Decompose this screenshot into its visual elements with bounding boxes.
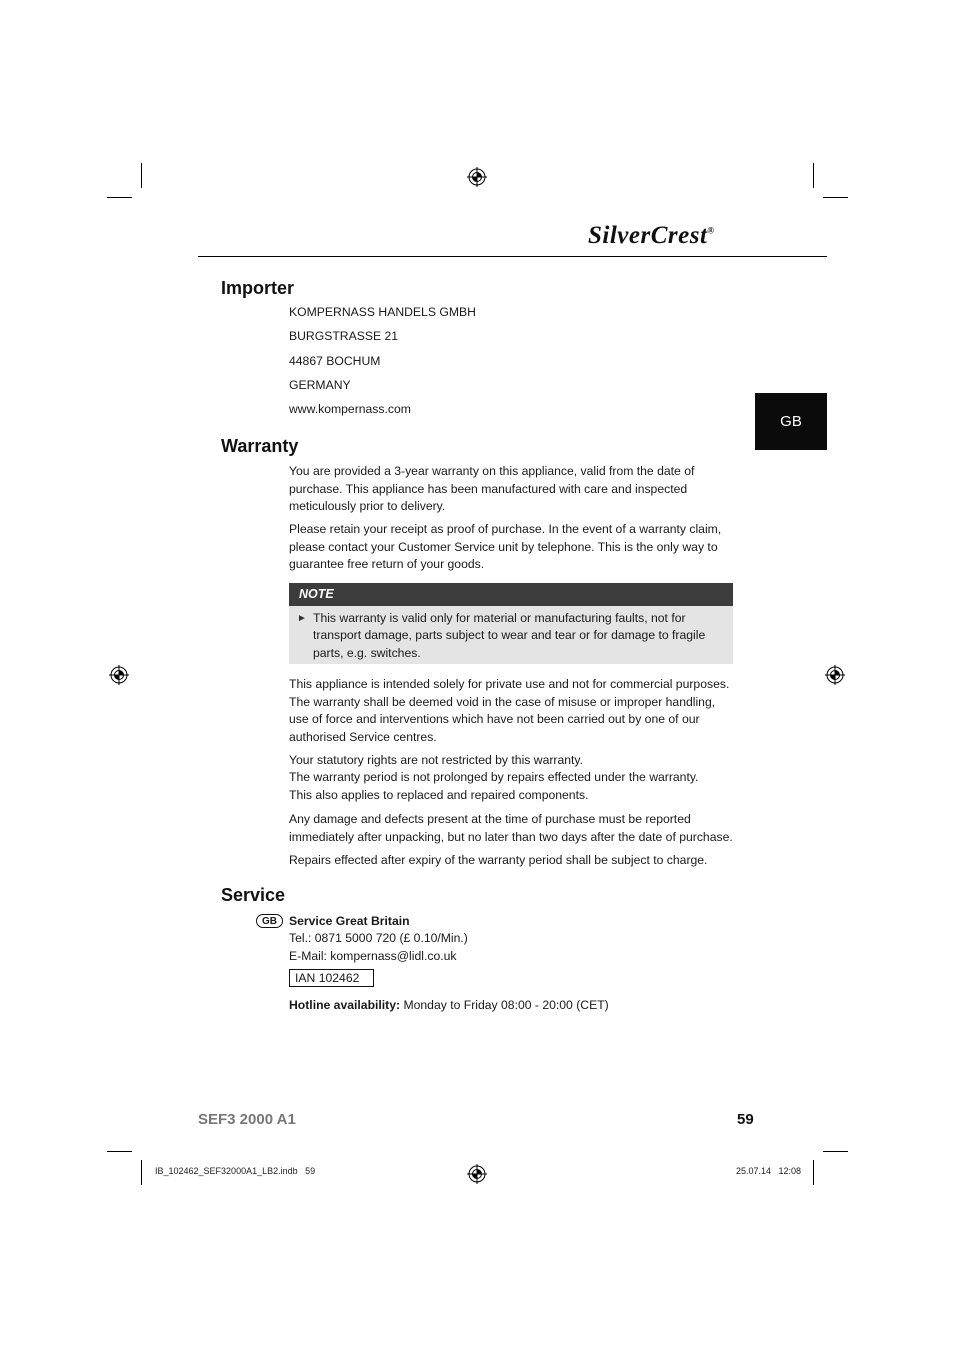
slug-left: IB_102462_SEF32000A1_LB2.indb 59 xyxy=(155,1166,316,1176)
importer-street: BURGSTRASSE 21 xyxy=(289,329,399,343)
service-tel: Tel.: 0871 5000 720 (£ 0.10/Min.) xyxy=(289,931,468,945)
brand-name: SilverCrest xyxy=(588,222,708,249)
language-tab: GB xyxy=(755,393,827,450)
crop-mark xyxy=(813,1160,814,1185)
hotline-value: Monday to Friday 08:00 - 20:00 (CET) xyxy=(403,998,609,1012)
note-box xyxy=(289,583,733,664)
trademark-symbol: ® xyxy=(707,225,715,236)
warranty-paragraph-4b: The warranty period is not prolonged by repairs effected under the warranty. This also applies to replaced and repaired components. xyxy=(289,770,699,802)
hotline-label: Hotline availability: xyxy=(289,998,401,1012)
crop-mark xyxy=(823,1151,848,1152)
page-number: 59 xyxy=(737,1111,754,1128)
warranty-paragraph-2: Please retain your receipt as proof of purchase. In the event of a warranty claim, please contact your Customer Service unit by telephone. This is the only way to guarantee free return of your goods. xyxy=(289,522,722,571)
registration-target-icon xyxy=(109,665,129,685)
hotline-line xyxy=(289,998,609,1012)
crop-mark xyxy=(813,163,814,188)
warranty-paragraph-4a: Your statutory rights are not restricted by this warranty. xyxy=(289,753,583,767)
crop-mark xyxy=(823,197,848,198)
warranty-paragraph-1: You are provided a 3-year warranty on this appliance, valid from the date of purchase. This appliance has been manufactured with care and inspected meticulously prior to delivery. xyxy=(289,464,695,513)
service-name: Service Great Britain xyxy=(289,914,410,928)
registration-target-icon xyxy=(467,167,487,187)
registration-target-icon xyxy=(825,665,845,685)
slug-right: 25.07.14 12:08 xyxy=(736,1166,802,1176)
note-label: NOTE xyxy=(289,583,733,606)
importer-website: www.kompernass.com xyxy=(289,402,411,416)
crop-mark xyxy=(141,163,142,188)
warranty-paragraph-5: Any damage and defects present at the time of purchase must be reported immediately after unpacking, but no later than two days after the date of purchase. xyxy=(289,812,733,844)
importer-city: 44867 BOCHUM xyxy=(289,354,381,368)
service-heading: Service xyxy=(221,885,286,905)
country-badge: GB xyxy=(256,914,283,928)
importer-company: KOMPERNASS HANDELS GMBH xyxy=(289,305,476,319)
brand-logo xyxy=(588,222,715,250)
warranty-paragraph-3: This appliance is intended solely for private use and not for commercial purposes. The warranty shall be deemed void in the case of misuse or improper handling, use of force and interventions which have not been carried out by one of our authorised Service centres. xyxy=(289,677,730,744)
warranty-paragraph-6: Repairs effected after expiry of the warranty period shall be subject to charge. xyxy=(289,853,708,867)
header-rule xyxy=(198,256,827,257)
arrow-bullet-icon: ► xyxy=(297,613,307,624)
crop-mark xyxy=(107,197,132,198)
ian-box: IAN 102462 xyxy=(289,969,374,987)
note-text: This warranty is valid only for material or manufacturing faults, not for transport damage, parts subject to wear and tear or for damage to fragile parts, e.g. switches. xyxy=(313,611,706,660)
footer-model: SEF3 2000 A1 xyxy=(198,1111,296,1128)
crop-mark xyxy=(107,1151,132,1152)
importer-heading: Importer xyxy=(221,278,295,298)
importer-country: GERMANY xyxy=(289,378,351,392)
service-email: E-Mail: kompernass@lidl.co.uk xyxy=(289,949,457,963)
crop-mark xyxy=(141,1160,142,1185)
warranty-heading: Warranty xyxy=(221,436,299,456)
registration-target-icon xyxy=(467,1164,487,1184)
